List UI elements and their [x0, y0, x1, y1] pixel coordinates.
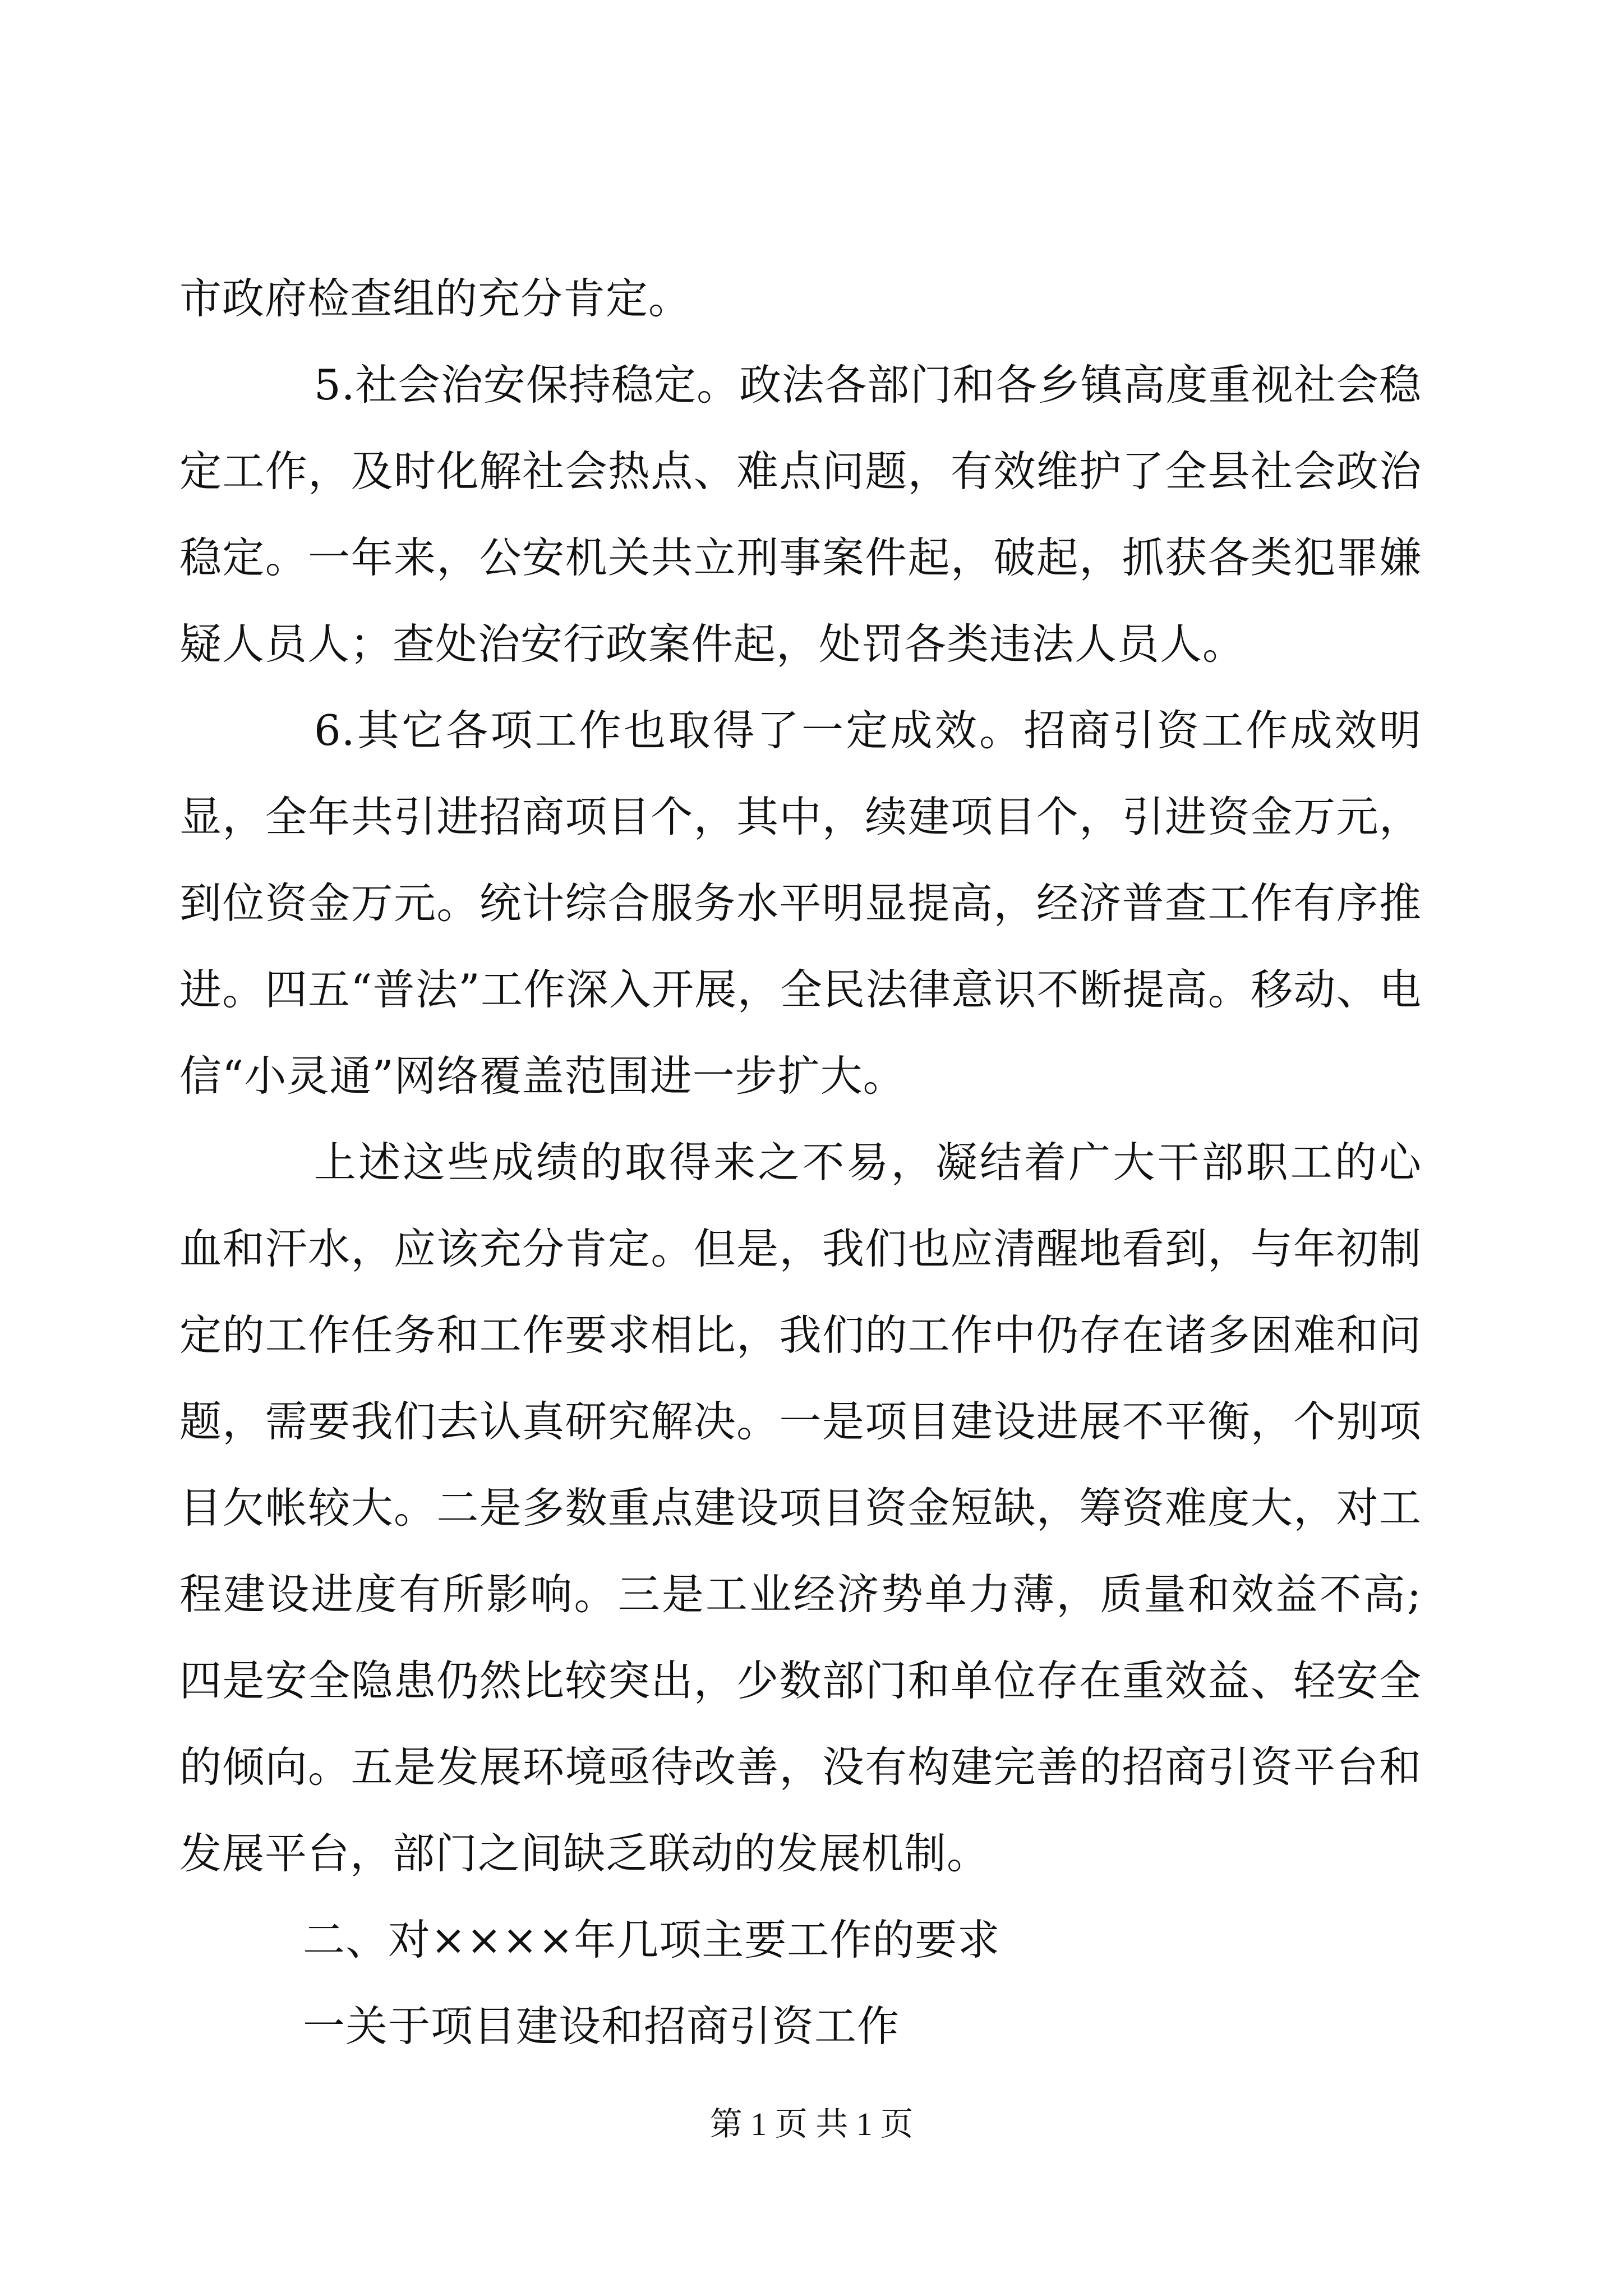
paragraph-continuation: 市政府检查组的充分肯定。: [179, 274, 691, 323]
section-heading: 二、对××××年几项主要工作的要求: [303, 1915, 1000, 1964]
document-body: [179, 255, 1422, 2069]
paragraph-public-security: 5.社会治安保持稳定。政法各部门和各乡镇高度重视社会稳定工作，及时化解社会热点、难点问题，有效维护了全县社会政治稳定。一年来，公安机关共立刑事案件起，破起，抓获各类犯罪嫌疑人员人；查处治安行政案件起，处罚各类违法人员人。: [179, 360, 1422, 669]
paragraph-other-work: 6.其它各项工作也取得了一定成效。招商引资工作成效明显，全年共引进招商项目个，其中，续建项目个，引进资金万元，到位资金万元。统计综合服务水平明显提高，经济普查工作有序推进。四五“普法”工作深入开展，全民法律意识不断提高。移动、电信“小灵通”网络覆盖范围进一步扩大。: [179, 706, 1422, 1101]
paragraph-achievements-problems: 上述这些成绩的取得来之不易，凝结着广大干部职工的心血和汗水，应该充分肯定。但是，我们也应清醒地看到，与年初制定的工作任务和工作要求相比，我们的工作中仍存在诸多困难和问题，需要我们去认真研究解决。一是项目建设进展不平衡，个别项目欠帐较大。二是多数重点建设项目资金短缺，筹资难度大，对工程建设进度有所影响。三是工业经济势单力薄，质量和效益不高; 四是安全隐患仍然比较突出，少数部门和单位存在重效益、轻安全的倾向。五是发展环境亟待改善，没有构建完善的招商引资平台和发展平台，部门之间缺乏联动的发展机制。: [179, 1138, 1422, 1878]
subsection-heading: 一关于项目建设和招商引资工作: [303, 2001, 900, 2051]
page-footer: 第 1 页 共 1 页: [709, 2106, 914, 2142]
